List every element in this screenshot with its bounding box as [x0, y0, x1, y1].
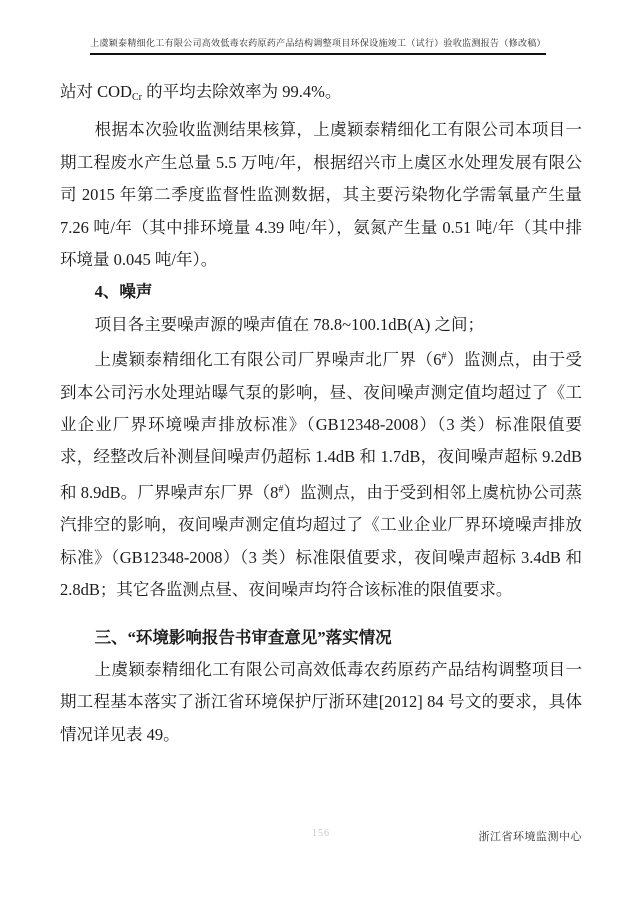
section-heading-review-opinions: 三、“环境影响报告书审查意见”落实情况	[94, 627, 392, 647]
cod-text-post: 的平均去除效率为 99.4%。	[141, 82, 342, 101]
noise-detail-seg2: ）监测点，由于受到本公司污水处理站曝气泵的影响，昼、夜间噪声测定值均超过了《工业企业厂界环境噪声排放标准》（GB12348-2008）（3 类）标准限值要求，经整改后补测昼间噪声仍超标 1.4dB 和 1.7dB，夜间噪声超标 9.2dB 和 8.9dB。厂界噪声东厂界（8	[60, 350, 583, 502]
noise-detail-seg1: 上虞颖泰精细化工有限公司厂界噪声北厂界（6	[94, 350, 442, 370]
document-body	[60, 76, 582, 751]
page-header	[0, 36, 636, 60]
cod-text-pre: 站对 COD	[60, 82, 132, 101]
paragraph-implementation-status: 上虞颖泰精细化工有限公司高效低毒农药原药产品结构调整项目一期工程基本落实了浙江省环境保护厅浙环建[2012] 84 号文的要求，具体情况详见表 49。	[60, 659, 582, 744]
monitor-point-8-superscript: #	[278, 483, 284, 495]
page-footer	[60, 828, 582, 848]
section-heading-noise: 4、噪声	[94, 282, 153, 302]
paragraph-noise-detail	[60, 341, 582, 606]
page-number: 156	[312, 828, 330, 839]
paragraph-cod-removal	[60, 76, 582, 114]
cod-subscript: Cr	[131, 92, 142, 103]
paragraph-noise-range: 项目各主要噪声源的噪声值在 78.8~100.1dB(A) 之间；	[94, 314, 484, 334]
paragraph-wastewater-totals: 根据本次验收监测结果核算，上虞颖泰精细化工有限公司本项目一期工程废水产生总量 5.5 万吨/年，根据绍兴市上虞区水处理发展有限公司 2015 年第二季度监督性监测数据，其主要污染物化学需氧量产生量 7.26 吨/年（其中排环境量 4.39 吨/年），氨氮产生量 0.51 吨/年（其中排环境量 0.045 吨/年）。	[60, 120, 582, 270]
monitor-point-6-superscript: #	[441, 351, 447, 363]
footer-organization: 浙江省环境监测中心	[478, 831, 582, 843]
header-title: 上虞颖泰精细化工有限公司高效低毒农药原药产品结构调整项目环保设施竣工（试行）验收监测报告（修改稿）	[90, 36, 546, 55]
noise-detail-seg3: ）监测点，由于受到相邻上虞杭协公司蒸汽排空的影响，夜间噪声测定值均超过了《工业企业厂界环境噪声排放标准》（GB12348-2008）（3 类）标准限值要求，夜间噪声超标 3.4dB 和 2.8dB；其它各监测点昼、夜间噪声均符合该标准的限值要求。	[60, 482, 583, 600]
